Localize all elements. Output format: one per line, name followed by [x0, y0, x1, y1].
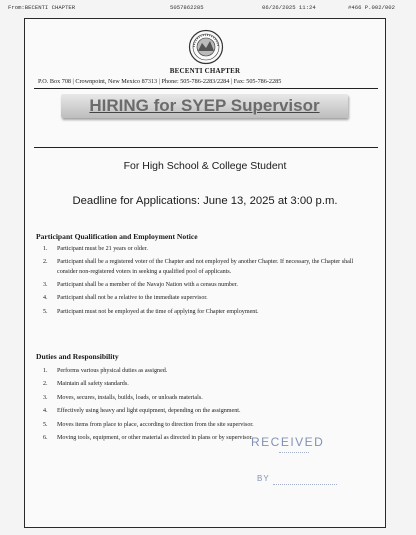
fax-datetime: 06/26/2025 11:24 [262, 4, 316, 11]
list-item: 2. Participant shall be a registered voter of the Chapter and not employed by another Chapter. If necessary, the Chapter shall consider non-registered voters in seeking a qualified pool of applicants. [43, 259, 354, 275]
stamp-received: RECEIVED [251, 435, 325, 449]
fax-from: From:BECENTI CHAPTER [8, 4, 76, 11]
received-stamp [245, 432, 355, 502]
chapter-name: BECENTI CHAPTER [169, 67, 241, 75]
list-item: 5. Moves items from place to place, according to direction from the site supervisor. [43, 421, 254, 428]
title-divider [34, 147, 378, 148]
list-item: 5. Participant must not be employed at the time of applying for Chapter employment. [43, 308, 259, 315]
deadline: Deadline for Applications: June 13, 2025 at 3:00 p.m. [72, 195, 338, 207]
list-item: 3. Participant shall be a member of the Navajo Nation with a census number. [43, 281, 238, 288]
page-title: HIRING for SYEP Supervisor [61, 94, 348, 118]
fax-page: #466 P.002/002 [348, 4, 395, 11]
list-item: 4. Effectively using heavy and light equipment, depending on the assignment. [43, 408, 241, 415]
contact-line: P.O. Box 708 | Crownpoint, New Mexico 87313 | Phone: 505-786-2283/2284 | Fax: 505-786-2285 [38, 78, 282, 85]
fax-header [0, 0, 416, 14]
list-item: 4. Participant shall not be a relative to the immediate supervisor. [43, 295, 208, 302]
letterhead-divider [34, 88, 378, 89]
stamp-signature-line [273, 484, 337, 485]
fax-number: 5057862285 [170, 4, 204, 11]
duties-heading: Duties and Responsibility [36, 352, 119, 361]
qualifications-heading: Participant Qualification and Employment Notice [36, 232, 198, 241]
list-item: 1. Performs various physical duties as assigned. [43, 368, 168, 374]
list-item: 2. Maintain all safety standards. [43, 381, 129, 388]
list-item: 1. Participant must be 21 years or older. [43, 246, 148, 252]
chapter-seal-icon [188, 29, 224, 65]
subtitle: For High School & College Student [123, 160, 287, 172]
list-item: 3. Moves, secures, installs, builds, loads, or unloads materials. [43, 394, 203, 401]
stamp-date-line [279, 452, 309, 453]
stamp-by: BY [257, 474, 270, 483]
list-item: 6. Moving tools, equipment, or other material as directed in plans or by supervisor. [43, 434, 253, 441]
qualifications-list [43, 245, 373, 321]
